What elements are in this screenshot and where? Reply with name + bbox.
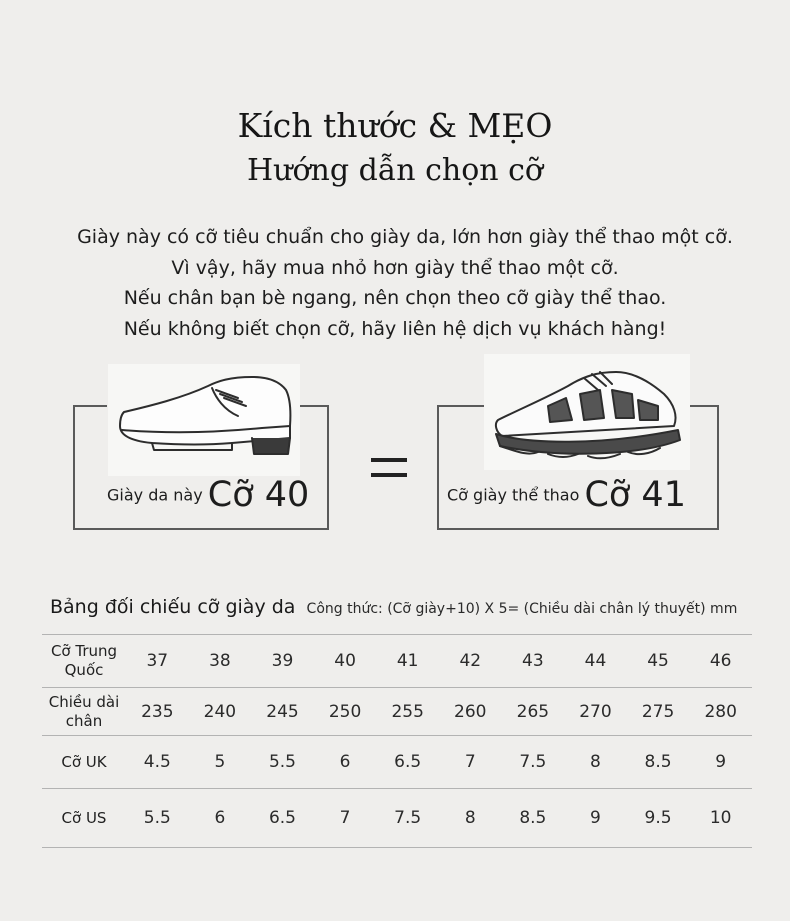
leather-shoe-label: Giày da này xyxy=(107,485,203,505)
table-cell: 8.5 xyxy=(502,789,565,848)
leather-shoe-size: Cỡ 40 xyxy=(207,475,310,515)
table-cell: 265 xyxy=(502,688,565,736)
table-cell: 37 xyxy=(126,635,189,688)
table-cell: 9 xyxy=(564,789,627,848)
table-row xyxy=(42,789,752,848)
table-cell: 5.5 xyxy=(126,789,189,848)
table-cell: 8.5 xyxy=(627,736,690,789)
leather-shoe-icon xyxy=(112,368,302,473)
table-cell: 6.5 xyxy=(376,736,439,789)
table-cell: 7 xyxy=(314,789,377,848)
table-cell: 42 xyxy=(439,635,502,688)
table-cell: 255 xyxy=(376,688,439,736)
table-cell: 40 xyxy=(314,635,377,688)
table-cell: 43 xyxy=(502,635,565,688)
table-row xyxy=(42,688,752,736)
table-cell: 250 xyxy=(314,688,377,736)
intro-line: Vì vậy, hãy mua nhỏ hơn giày thể thao một cỡ. xyxy=(171,256,619,279)
row-label: Cỡ UK xyxy=(42,736,126,789)
table-row xyxy=(42,736,752,789)
leather-shoe-caption xyxy=(107,475,309,515)
table-cell: 280 xyxy=(689,688,752,736)
table-cell: 39 xyxy=(251,635,314,688)
table-cell: 240 xyxy=(189,688,252,736)
table-cell: 270 xyxy=(564,688,627,736)
table-cell: 9 xyxy=(689,736,752,789)
table-cell: 7 xyxy=(439,736,502,789)
intro-line: Giày này có cỡ tiêu chuẩn cho giày da, lớn hơn giày thể thao một cỡ. xyxy=(77,226,733,248)
size-table-heading xyxy=(50,596,737,618)
table-cell: 44 xyxy=(564,635,627,688)
row-label: Cỡ Trung Quốc xyxy=(42,635,126,688)
table-cell: 41 xyxy=(376,635,439,688)
table-cell: 5 xyxy=(189,736,252,789)
table-cell: 9.5 xyxy=(627,789,690,848)
sneaker-size: Cỡ 41 xyxy=(584,475,686,515)
row-label: Chiều dài chân xyxy=(42,688,126,736)
table-cell: 45 xyxy=(627,635,690,688)
table-cell: 8 xyxy=(439,789,502,848)
sneaker-caption xyxy=(447,475,686,515)
size-table xyxy=(42,634,752,848)
table-cell: 6 xyxy=(314,736,377,789)
table-cell: 235 xyxy=(126,688,189,736)
table-cell: 6.5 xyxy=(251,789,314,848)
table-row xyxy=(42,635,752,688)
table-cell: 245 xyxy=(251,688,314,736)
sneaker-icon xyxy=(488,360,688,464)
table-cell: 5.5 xyxy=(251,736,314,789)
table-cell: 10 xyxy=(689,789,752,848)
page-title: Kích thước & MẸO xyxy=(237,106,553,145)
table-cell: 275 xyxy=(627,688,690,736)
table-cell: 7.5 xyxy=(502,736,565,789)
intro-line: Nếu không biết chọn cỡ, hãy liên hệ dịch vụ khách hàng! xyxy=(123,317,667,340)
table-cell: 7.5 xyxy=(376,789,439,848)
equals-icon xyxy=(371,458,407,480)
table-cell: 38 xyxy=(189,635,252,688)
table-cell: 6 xyxy=(189,789,252,848)
intro-line: Nếu chân bạn bè ngang, nên chọn theo cỡ giày thể thao. xyxy=(123,287,667,309)
size-table-title: Bảng đối chiếu cỡ giày da xyxy=(50,596,296,618)
page-subtitle: Hướng dẫn chọn cỡ xyxy=(247,153,543,188)
sneaker-label: Cỡ giày thể thao xyxy=(447,485,580,505)
table-cell: 46 xyxy=(689,635,752,688)
row-label: Cỡ US xyxy=(42,789,126,848)
table-cell: 260 xyxy=(439,688,502,736)
table-cell: 4.5 xyxy=(126,736,189,789)
size-table-formula: Công thức: (Cỡ giày+10) X 5= (Chiều dài chân lý thuyết) mm xyxy=(306,601,738,617)
table-cell: 8 xyxy=(564,736,627,789)
